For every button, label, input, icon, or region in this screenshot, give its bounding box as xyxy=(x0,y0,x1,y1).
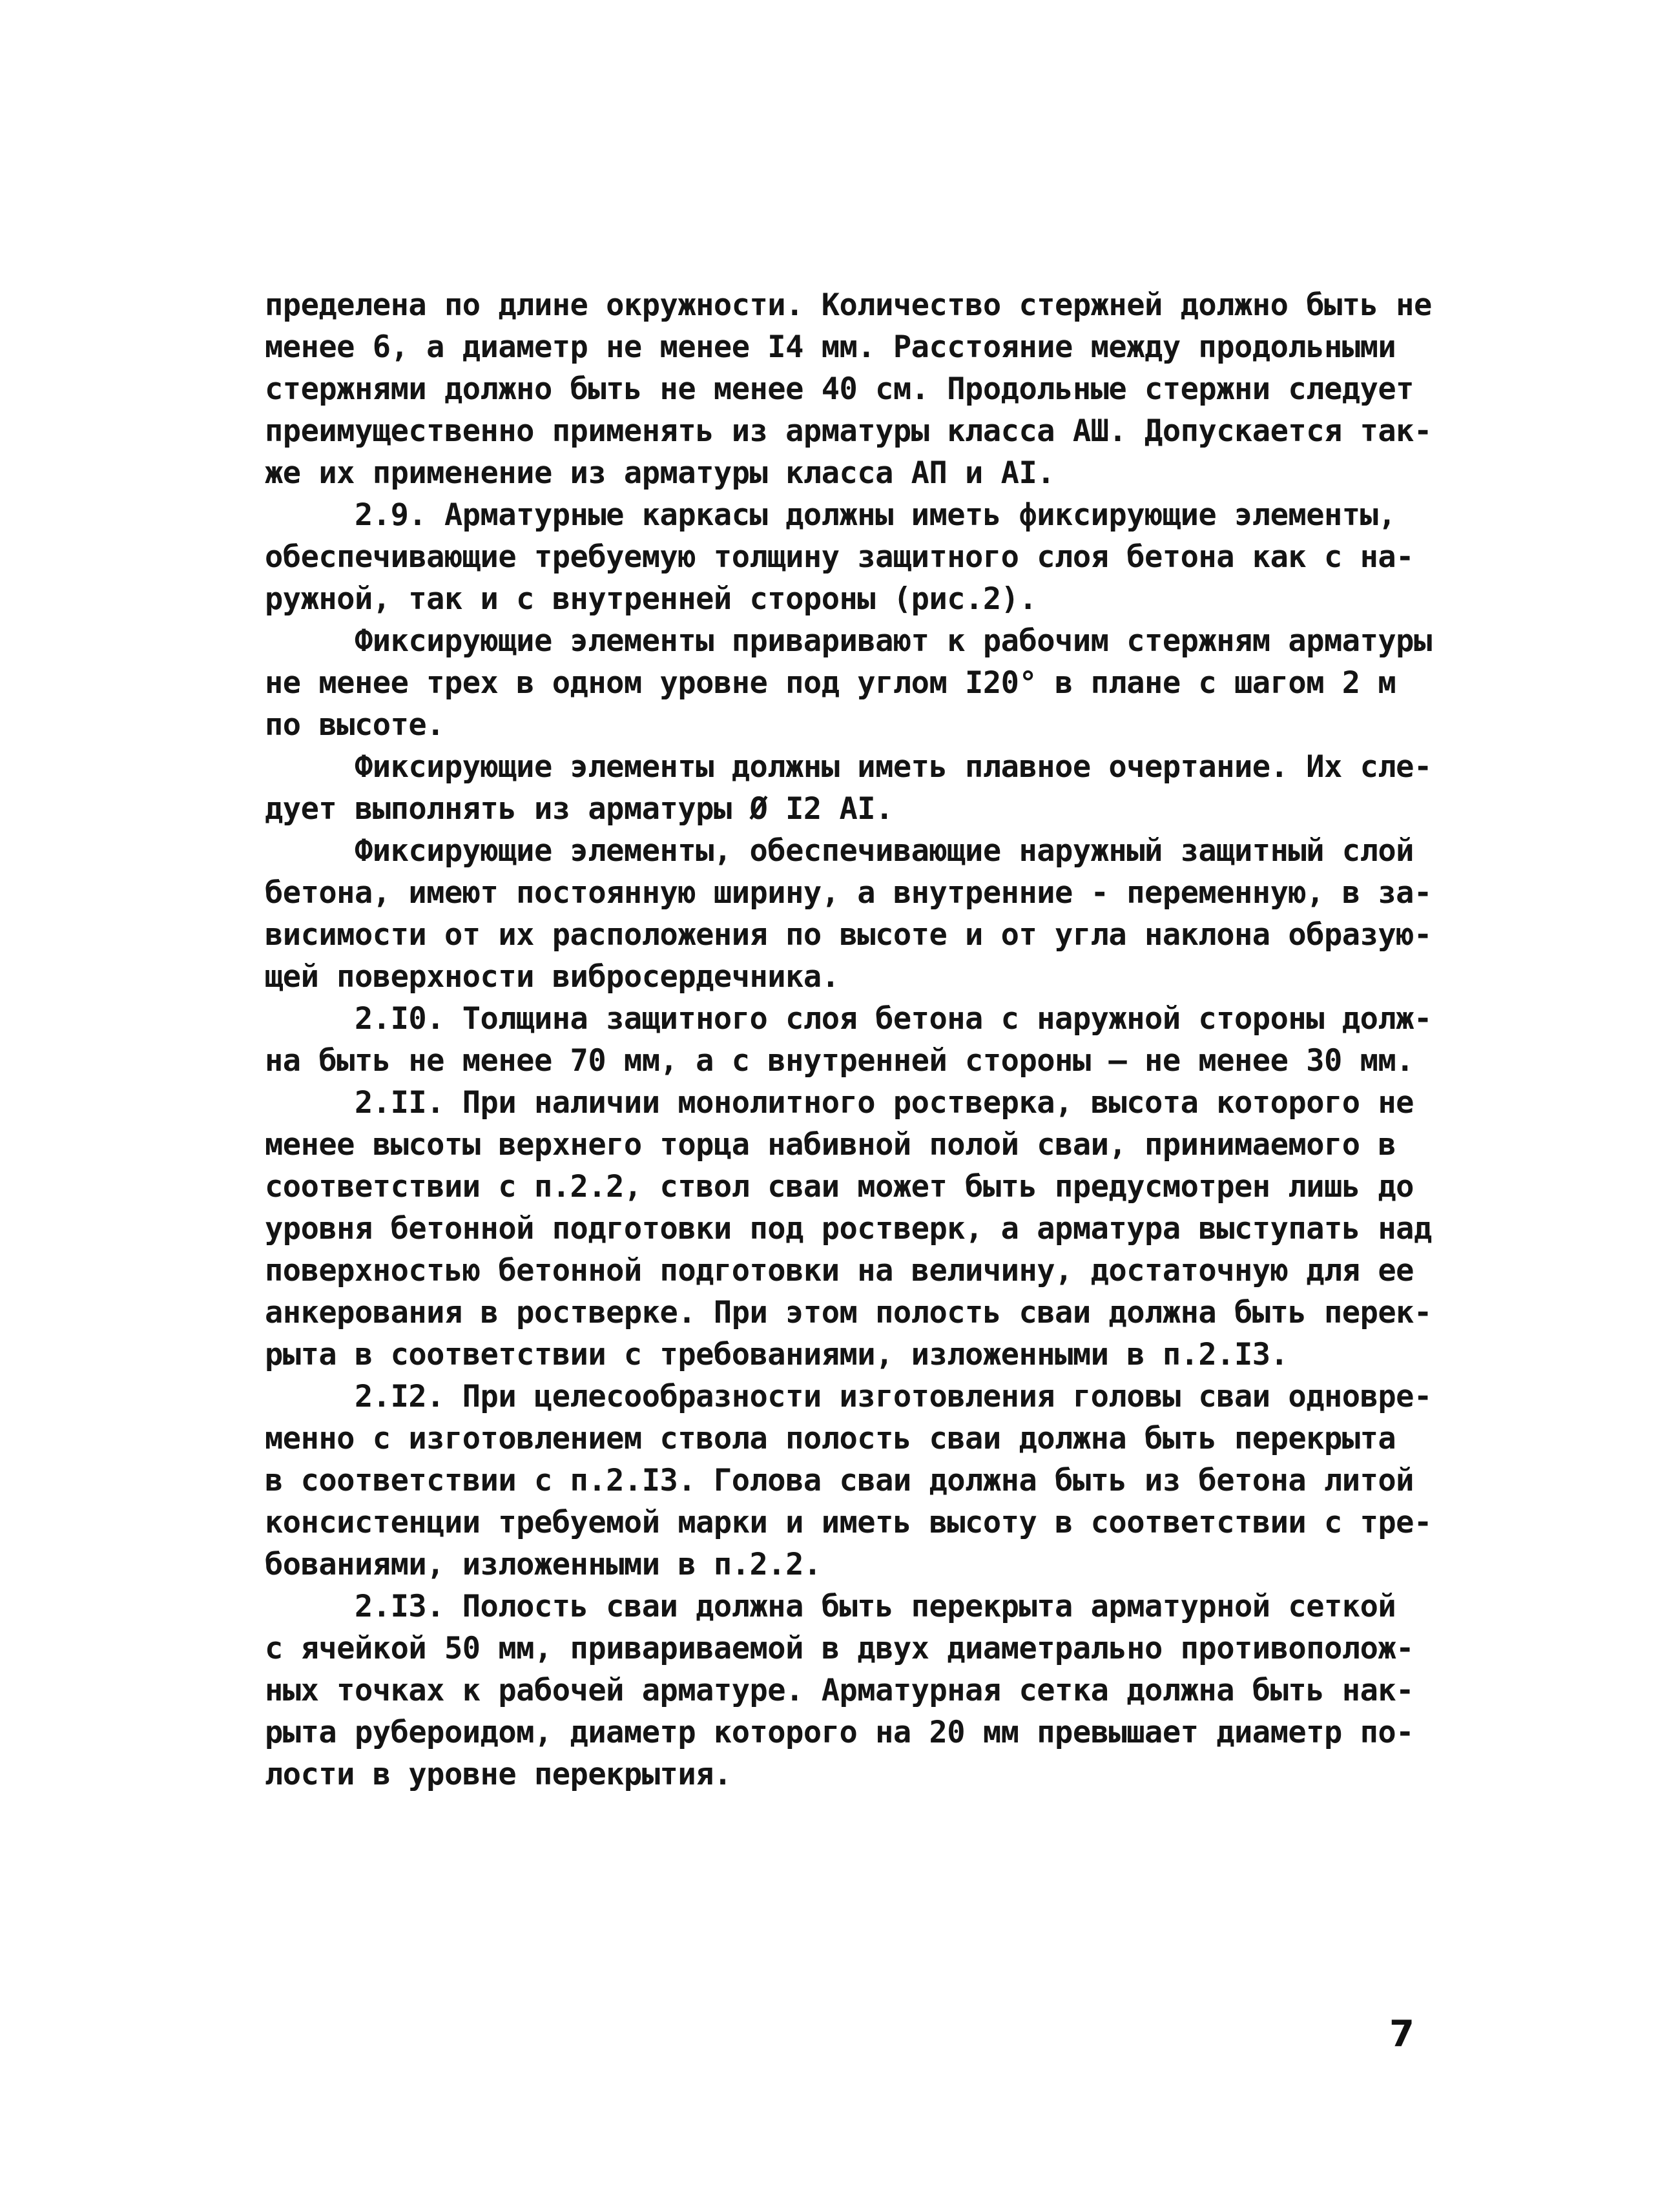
text-line: 2.9. Арматурные каркасы должны иметь фиксирующие элементы, xyxy=(265,497,1396,533)
text-line: уровня бетонной подготовки под ростверк, а арматура выступать над xyxy=(265,1211,1432,1246)
text-line: соответствии с п.2.2, ствол сваи может быть предусмотрен лишь до xyxy=(265,1169,1414,1204)
text-line: поверхностью бетонной подготовки на величину, достаточную для ее xyxy=(265,1253,1414,1288)
text-line: анкерования в ростверке. При этом полость сваи должна быть перек- xyxy=(265,1295,1432,1330)
text-line: 2.II. При наличии монолитного ростверка, высота которого не xyxy=(265,1085,1414,1121)
text-line: рыта рубероидом, диаметр которого на 20 мм превышает диаметр по- xyxy=(265,1715,1414,1750)
text-line: консистенции требуемой марки и иметь высоту в соответствии с тре- xyxy=(265,1505,1432,1540)
text-line: на быть не менее 70 мм, а с внутренней стороны – не менее 30 мм. xyxy=(265,1043,1414,1079)
text-line: дует выполнять из арматуры Ø I2 АI. xyxy=(265,791,893,827)
text-line: стержнями должно быть не менее 40 см. Продольные стержни следует xyxy=(265,371,1414,407)
text-line: с ячейкой 50 мм, привариваемой в двух диаметрально противополож- xyxy=(265,1631,1414,1666)
text-line: менно с изготовлением ствола полость сваи должна быть перекрыта xyxy=(265,1421,1396,1456)
text-line: бетона, имеют постоянную ширину, а внутренние - переменную, в за- xyxy=(265,875,1432,911)
text-line: пределена по длине окружности. Количество стержней должно быть не xyxy=(265,287,1432,323)
text-line: 2.I2. При целесообразности изготовления головы сваи одновре- xyxy=(265,1379,1432,1414)
text-line: в соответствии с п.2.I3. Голова сваи должна быть из бетона литой xyxy=(265,1463,1414,1498)
text-line: ных точках к рабочей арматуре. Арматурная сетка должна быть нак- xyxy=(265,1673,1414,1708)
text-line: Фиксирующие элементы должны иметь плавное очертание. Их сле- xyxy=(265,749,1432,785)
text-line: обеспечивающие требуемую толщину защитного слоя бетона как с на- xyxy=(265,539,1414,575)
text-line: щей поверхности вибросердечника. xyxy=(265,959,840,995)
text-line: ружной, так и с внутренней стороны (рис.2). xyxy=(265,581,1037,617)
body-text xyxy=(265,284,1432,1795)
text-line: 2.I3. Полость сваи должна быть перекрыта арматурной сеткой xyxy=(265,1589,1396,1624)
page-number: 7 xyxy=(1389,2013,1414,2055)
text-line: 2.I0. Толщина защитного слоя бетона с наружной стороны долж- xyxy=(265,1001,1432,1037)
text-line: висимости от их расположения по высоте и от угла наклона образую- xyxy=(265,917,1432,953)
text-line: бованиями, изложенными в п.2.2. xyxy=(265,1547,822,1582)
text-line: рыта в соответствии с требованиями, изложенными в п.2.I3. xyxy=(265,1337,1289,1372)
text-line: по высоте. xyxy=(265,707,444,743)
text-line: же их применение из арматуры класса АП и АI. xyxy=(265,455,1055,491)
text-line: преимущественно применять из арматуры класса АШ. Допускается так- xyxy=(265,413,1432,449)
text-line: менее высоты верхнего торца набивной полой сваи, принимаемого в xyxy=(265,1127,1396,1163)
text-line: не менее трех в одном уровне под углом I20° в плане с шагом 2 м xyxy=(265,665,1396,701)
text-line: лости в уровне перекрытия. xyxy=(265,1757,732,1792)
text-line: Фиксирующие элементы приваривают к рабочим стержням арматуры xyxy=(265,623,1432,659)
text-line: менее 6, а диаметр не менее I4 мм. Расстояние между продольными xyxy=(265,329,1396,365)
text-line: Фиксирующие элементы, обеспечивающие наружный защитный слой xyxy=(265,833,1414,869)
